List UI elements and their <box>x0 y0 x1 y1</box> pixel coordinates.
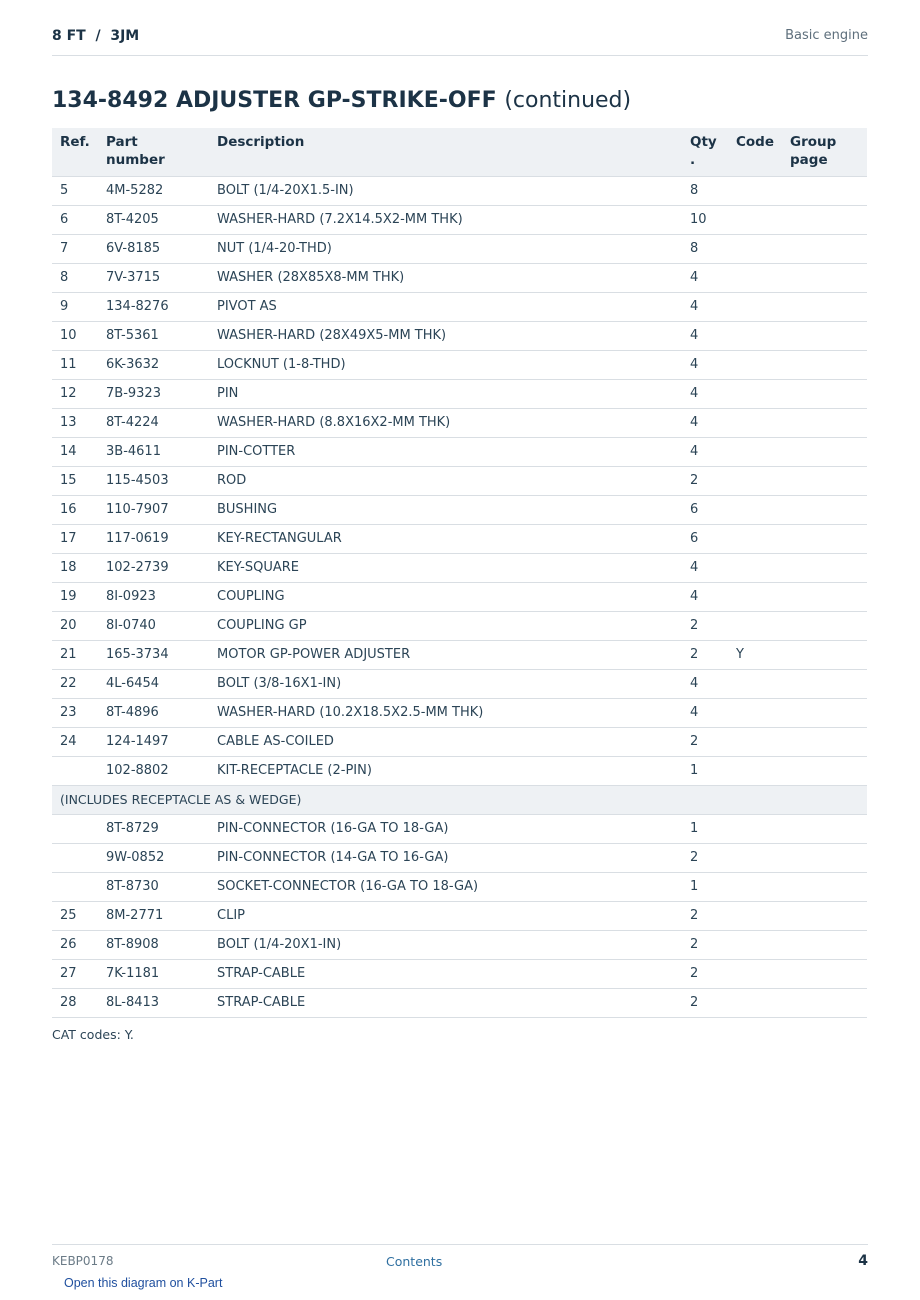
code-cell <box>728 234 782 263</box>
part-number-cell: 4L-6454 <box>98 669 209 698</box>
qty-cell: 4 <box>682 553 728 582</box>
description-cell: COUPLING GP <box>209 611 682 640</box>
part-number-cell: 117-0619 <box>98 524 209 553</box>
qty-cell: 4 <box>682 408 728 437</box>
part-number-cell: 6K-3632 <box>98 350 209 379</box>
table-row <box>52 843 867 872</box>
description-cell: STRAP-CABLE <box>209 959 682 988</box>
group-page-cell <box>782 466 867 495</box>
group-page-cell <box>782 872 867 901</box>
table-row <box>52 292 867 321</box>
ref-cell: 23 <box>52 698 98 727</box>
description-cell: STRAP-CABLE <box>209 988 682 1017</box>
description-cell: PIN-CONNECTOR (14-GA TO 16-GA) <box>209 843 682 872</box>
cat-codes-note: CAT codes: Y. <box>52 1027 134 1042</box>
description-cell: NUT (1/4-20-THD) <box>209 234 682 263</box>
code-cell <box>728 263 782 292</box>
breadcrumb: 8 FT / 3JM <box>52 28 140 44</box>
table-header-row <box>52 128 867 176</box>
code-cell <box>728 756 782 785</box>
code-cell <box>728 872 782 901</box>
part-number-cell: 6V-8185 <box>98 234 209 263</box>
col-description: Description <box>209 128 682 176</box>
description-cell: WASHER-HARD (8.8X16X2-MM THK) <box>209 408 682 437</box>
col-ref: Ref. <box>52 128 98 176</box>
part-number-cell: 124-1497 <box>98 727 209 756</box>
qty-cell: 2 <box>682 901 728 930</box>
code-cell <box>728 959 782 988</box>
description-cell: BOLT (1/4-20X1-IN) <box>209 930 682 959</box>
code-cell <box>728 930 782 959</box>
part-number-cell: 8T-5361 <box>98 321 209 350</box>
ref-cell: 22 <box>52 669 98 698</box>
part-number-cell: 4M-5282 <box>98 176 209 205</box>
section-name: Basic engine <box>785 28 868 43</box>
group-page-cell <box>782 321 867 350</box>
part-number-cell: 8T-4205 <box>98 205 209 234</box>
part-number-cell: 8I-0923 <box>98 582 209 611</box>
table-row <box>52 495 867 524</box>
group-page-cell <box>782 205 867 234</box>
ref-cell: 28 <box>52 988 98 1017</box>
ref-cell: 11 <box>52 350 98 379</box>
open-diagram-kpart-link[interactable]: Open this diagram on K-Part <box>64 1276 223 1290</box>
group-page-cell <box>782 698 867 727</box>
title-main: 134-8492 ADJUSTER GP-STRIKE-OFF <box>52 88 497 113</box>
qty-cell: 2 <box>682 727 728 756</box>
description-cell: PIN-CONNECTOR (16-GA TO 18-GA) <box>209 814 682 843</box>
ref-cell: 8 <box>52 263 98 292</box>
group-page-cell <box>782 814 867 843</box>
qty-cell: 4 <box>682 669 728 698</box>
table-row <box>52 408 867 437</box>
group-page-cell <box>782 843 867 872</box>
code-cell <box>728 205 782 234</box>
part-number-cell: 115-4503 <box>98 466 209 495</box>
qty-cell: 4 <box>682 437 728 466</box>
group-page-cell <box>782 408 867 437</box>
part-number-cell: 3B-4611 <box>98 437 209 466</box>
ref-cell: 9 <box>52 292 98 321</box>
description-cell: WASHER-HARD (28X49X5-MM THK) <box>209 321 682 350</box>
qty-cell: 2 <box>682 959 728 988</box>
code-cell <box>728 292 782 321</box>
group-page-cell <box>782 350 867 379</box>
part-number-cell: 7K-1181 <box>98 959 209 988</box>
ref-cell: 25 <box>52 901 98 930</box>
table-row <box>52 263 867 292</box>
col-part-number: Part number <box>98 128 209 176</box>
ref-cell <box>52 756 98 785</box>
description-cell: PIN-COTTER <box>209 437 682 466</box>
group-page-cell <box>782 495 867 524</box>
code-cell <box>728 408 782 437</box>
table-row <box>52 553 867 582</box>
code-cell <box>728 321 782 350</box>
table-row <box>52 872 867 901</box>
group-page-cell <box>782 524 867 553</box>
description-cell: PIVOT AS <box>209 292 682 321</box>
qty-cell: 8 <box>682 234 728 263</box>
code-cell <box>728 524 782 553</box>
part-number-cell: 9W-0852 <box>98 843 209 872</box>
group-page-cell <box>782 756 867 785</box>
ref-cell <box>52 843 98 872</box>
description-cell: BOLT (1/4-20X1.5-IN) <box>209 176 682 205</box>
part-number-cell: 134-8276 <box>98 292 209 321</box>
table-row <box>52 930 867 959</box>
code-cell: Y <box>728 640 782 669</box>
ref-cell: 19 <box>52 582 98 611</box>
table-row <box>52 756 867 785</box>
page-footer <box>52 1244 868 1275</box>
code-cell <box>728 669 782 698</box>
code-cell <box>728 495 782 524</box>
description-cell: BUSHING <box>209 495 682 524</box>
ref-cell: 15 <box>52 466 98 495</box>
part-number-cell: 8I-0740 <box>98 611 209 640</box>
ref-cell <box>52 814 98 843</box>
part-number-cell: 102-2739 <box>98 553 209 582</box>
part-number-cell: 8T-4896 <box>98 698 209 727</box>
table-row <box>52 640 867 669</box>
table-row <box>52 901 867 930</box>
ref-cell: 16 <box>52 495 98 524</box>
part-number-cell: 7B-9323 <box>98 379 209 408</box>
qty-cell: 10 <box>682 205 728 234</box>
part-number-cell: 8L-8413 <box>98 988 209 1017</box>
table-row <box>52 176 867 205</box>
code-cell <box>728 582 782 611</box>
col-code: Code <box>728 128 782 176</box>
part-number-cell: 8M-2771 <box>98 901 209 930</box>
title-suffix: (continued) <box>504 88 632 113</box>
table-row <box>52 466 867 495</box>
code-cell <box>728 988 782 1017</box>
table-row <box>52 582 867 611</box>
table-row <box>52 234 867 263</box>
qty-cell: 2 <box>682 611 728 640</box>
qty-cell: 1 <box>682 872 728 901</box>
ref-cell: 21 <box>52 640 98 669</box>
part-number-cell: 102-8802 <box>98 756 209 785</box>
code-cell <box>728 437 782 466</box>
qty-cell: 2 <box>682 988 728 1017</box>
part-number-cell: 165-3734 <box>98 640 209 669</box>
description-cell: WASHER-HARD (7.2X14.5X2-MM THK) <box>209 205 682 234</box>
page-header <box>52 28 868 56</box>
qty-cell: 2 <box>682 930 728 959</box>
ref-cell: 14 <box>52 437 98 466</box>
qty-cell: 1 <box>682 814 728 843</box>
group-page-cell <box>782 901 867 930</box>
qty-cell: 4 <box>682 379 728 408</box>
code-cell <box>728 727 782 756</box>
table-row <box>52 524 867 553</box>
qty-cell: 4 <box>682 350 728 379</box>
part-number-cell: 8T-8729 <box>98 814 209 843</box>
group-page-cell <box>782 727 867 756</box>
qty-cell: 6 <box>682 495 728 524</box>
qty-cell: 4 <box>682 263 728 292</box>
description-cell: COUPLING <box>209 582 682 611</box>
note-cell: (INCLUDES RECEPTACLE AS & WEDGE) <box>52 785 867 814</box>
code-cell <box>728 553 782 582</box>
part-number-cell: 110-7907 <box>98 495 209 524</box>
contents-link[interactable]: Contents <box>386 1254 443 1269</box>
ref-cell: 20 <box>52 611 98 640</box>
table-row <box>52 205 867 234</box>
table-row <box>52 959 867 988</box>
group-page-cell <box>782 959 867 988</box>
description-cell: MOTOR GP-POWER ADJUSTER <box>209 640 682 669</box>
ref-cell: 17 <box>52 524 98 553</box>
description-cell: KEY-SQUARE <box>209 553 682 582</box>
parts-table <box>52 128 867 1018</box>
document-code: KEBP0178 <box>52 1254 114 1268</box>
group-page-cell <box>782 930 867 959</box>
code-cell <box>728 843 782 872</box>
table-row <box>52 379 867 408</box>
group-page-cell <box>782 437 867 466</box>
group-page-cell <box>782 263 867 292</box>
table-row <box>52 698 867 727</box>
group-page-cell <box>782 611 867 640</box>
qty-cell: 2 <box>682 466 728 495</box>
col-qty: Qty . <box>682 128 728 176</box>
page-number: 4 <box>858 1253 868 1269</box>
ref-cell <box>52 872 98 901</box>
qty-cell: 2 <box>682 843 728 872</box>
qty-cell: 1 <box>682 756 728 785</box>
qty-cell: 4 <box>682 582 728 611</box>
group-page-cell <box>782 379 867 408</box>
group-page-cell <box>782 640 867 669</box>
group-page-cell <box>782 553 867 582</box>
code-cell <box>728 379 782 408</box>
code-cell <box>728 814 782 843</box>
col-group-page: Group page <box>782 128 867 176</box>
table-row <box>52 350 867 379</box>
qty-cell: 6 <box>682 524 728 553</box>
group-page-cell <box>782 234 867 263</box>
description-cell: CLIP <box>209 901 682 930</box>
code-cell <box>728 466 782 495</box>
table-row <box>52 988 867 1017</box>
table-row <box>52 727 867 756</box>
ref-cell: 12 <box>52 379 98 408</box>
qty-cell: 4 <box>682 698 728 727</box>
part-number-cell: 7V-3715 <box>98 263 209 292</box>
code-cell <box>728 350 782 379</box>
group-page-cell <box>782 176 867 205</box>
description-cell: PIN <box>209 379 682 408</box>
part-number-cell: 8T-8730 <box>98 872 209 901</box>
description-cell: KIT-RECEPTACLE (2-PIN) <box>209 756 682 785</box>
description-cell: CABLE AS-COILED <box>209 727 682 756</box>
qty-cell: 2 <box>682 640 728 669</box>
table-row <box>52 669 867 698</box>
code-cell <box>728 611 782 640</box>
part-number-cell: 8T-4224 <box>98 408 209 437</box>
qty-cell: 8 <box>682 176 728 205</box>
part-number-cell: 8T-8908 <box>98 930 209 959</box>
ref-cell: 7 <box>52 234 98 263</box>
page-title <box>52 88 631 113</box>
ref-cell: 10 <box>52 321 98 350</box>
group-page-cell <box>782 292 867 321</box>
parts-table-body <box>52 176 867 1017</box>
description-cell: ROD <box>209 466 682 495</box>
table-note-row <box>52 785 867 814</box>
code-cell <box>728 698 782 727</box>
ref-cell: 27 <box>52 959 98 988</box>
qty-cell: 4 <box>682 321 728 350</box>
group-page-cell <box>782 988 867 1017</box>
ref-cell: 18 <box>52 553 98 582</box>
description-cell: WASHER (28X85X8-MM THK) <box>209 263 682 292</box>
table-row <box>52 611 867 640</box>
ref-cell: 26 <box>52 930 98 959</box>
ref-cell: 5 <box>52 176 98 205</box>
table-row <box>52 814 867 843</box>
ref-cell: 13 <box>52 408 98 437</box>
group-page-cell <box>782 669 867 698</box>
code-cell <box>728 176 782 205</box>
ref-cell: 6 <box>52 205 98 234</box>
table-row <box>52 437 867 466</box>
description-cell: LOCKNUT (1-8-THD) <box>209 350 682 379</box>
description-cell: SOCKET-CONNECTOR (16-GA TO 18-GA) <box>209 872 682 901</box>
description-cell: WASHER-HARD (10.2X18.5X2.5-MM THK) <box>209 698 682 727</box>
table-row <box>52 321 867 350</box>
ref-cell: 24 <box>52 727 98 756</box>
code-cell <box>728 901 782 930</box>
qty-cell: 4 <box>682 292 728 321</box>
description-cell: KEY-RECTANGULAR <box>209 524 682 553</box>
description-cell: BOLT (3/8-16X1-IN) <box>209 669 682 698</box>
group-page-cell <box>782 582 867 611</box>
